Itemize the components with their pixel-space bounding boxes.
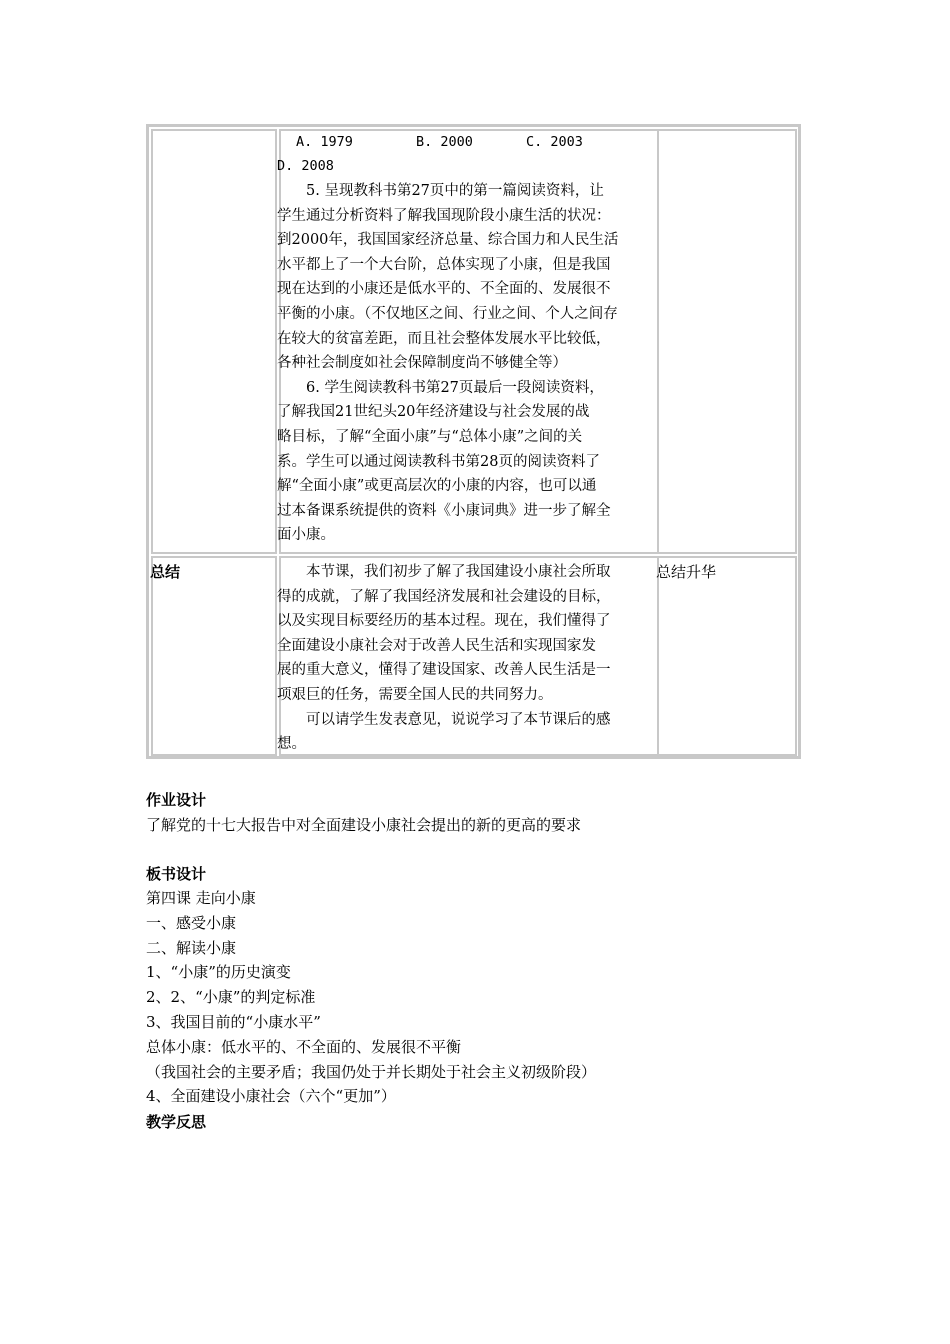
row1-text-line: 解“全面小康”或更高层次的小康的内容，也可以通: [277, 478, 597, 495]
board-line: 总体小康：低水平的、不全面的、发展很不平衡: [146, 1037, 462, 1056]
board-line: 二、解读小康: [146, 938, 237, 957]
board-line: 2、2、“小康”的判定标准: [146, 988, 316, 1007]
row2-note: 总结升华: [656, 563, 717, 581]
row1-note-cell: [657, 129, 797, 554]
row1-text-line: 到2000年，我国国家经济总量、综合国力和人民生活: [277, 232, 619, 249]
row1-text-line: 水平都上了一个大台阶，总体实现了小康，但是我国: [277, 256, 611, 273]
row2-text-line: 以及实现目标要经历的基本过程。现在，我们懂得了: [277, 613, 611, 630]
row1-text-line: 6. 学生阅读教科书第27页最后一段阅读资料，: [277, 379, 604, 396]
board-line: 1、“小康”的历史演变: [146, 963, 291, 982]
option-b: B. 2000: [416, 134, 473, 150]
row2-label: 总结: [150, 563, 181, 581]
board-line: 第四课 走向小康: [146, 889, 256, 907]
reflection-heading: 教学反思: [146, 1113, 207, 1131]
row1-text-line: 了解我国21世纪头20年经济建设与社会发展的战: [277, 404, 590, 421]
row1-text-line: 现在达到的小康还是低水平的、不全面的、发展很不: [277, 281, 611, 298]
row1-text-line: 平衡的小康。（不仅地区之间、行业之间、个人之间存: [277, 306, 618, 322]
row2-text-line: 可以请学生发表意见，说说学习了本节课后的感: [277, 711, 611, 728]
homework-text: 了解党的十七大报告中对全面建设小康社会提出的新的更高的要求: [146, 816, 582, 834]
row2-text-line: 本节课，我们初步了解了我国建设小康社会所取: [277, 564, 611, 580]
row2-text-line: 想。: [277, 736, 306, 753]
row1-text-line: 学生通过分析资料了解我国现阶段小康生活的状况：: [277, 207, 611, 224]
row1-text-line: 面小康。: [277, 527, 335, 544]
row2-text-line: 得的成就，了解了我国经济发展和社会建设的目标，: [277, 588, 611, 605]
board-line: 4、全面建设小康社会（六个“更加”）: [146, 1087, 396, 1106]
row1-text-line: 系。学生可以通过阅读教科书第28页的阅读资料了: [277, 453, 600, 470]
homework-heading: 作业设计: [146, 791, 207, 809]
row1-text-line: 过本备课系统提供的资料《小康词典》进一步了解全: [277, 502, 611, 519]
board-line: （我国社会的主要矛盾；我国仍处于并长期处于社会主义初级阶段）: [146, 1062, 597, 1081]
row1-text-line: 在较大的贫富差距，而且社会整体发展水平比较低，: [277, 330, 611, 347]
row2-text-line: 全面建设小康社会对于改善人民生活和实现国家发: [277, 637, 596, 654]
row2-label-cell: [151, 556, 277, 756]
option-d: D. 2008: [277, 158, 334, 174]
row1-text-line: 各种社会制度如社会保障制度尚不够健全等）: [277, 355, 567, 372]
row2-note-cell: [657, 556, 797, 756]
option-c: C. 2003: [526, 134, 583, 150]
row1-label-cell: [151, 129, 277, 554]
row2-text-line: 项艰巨的任务，需要全国人民的共同努力。: [277, 687, 553, 703]
row1-text-line: 5. 呈现教科书第27页中的第一篇阅读资料，让: [277, 183, 604, 199]
row1-text-line: 略目标，了解“全面小康”与“总体小康”之间的关: [277, 429, 583, 445]
board-line: 一、感受小康: [146, 913, 237, 932]
board-heading: 板书设计: [146, 865, 207, 883]
row2-text-line: 展的重大意义，懂得了建设国家、改善人民生活是一: [277, 662, 611, 679]
board-line: 3、我国目前的“小康水平”: [146, 1013, 321, 1031]
option-a: A. 1979: [296, 134, 353, 150]
